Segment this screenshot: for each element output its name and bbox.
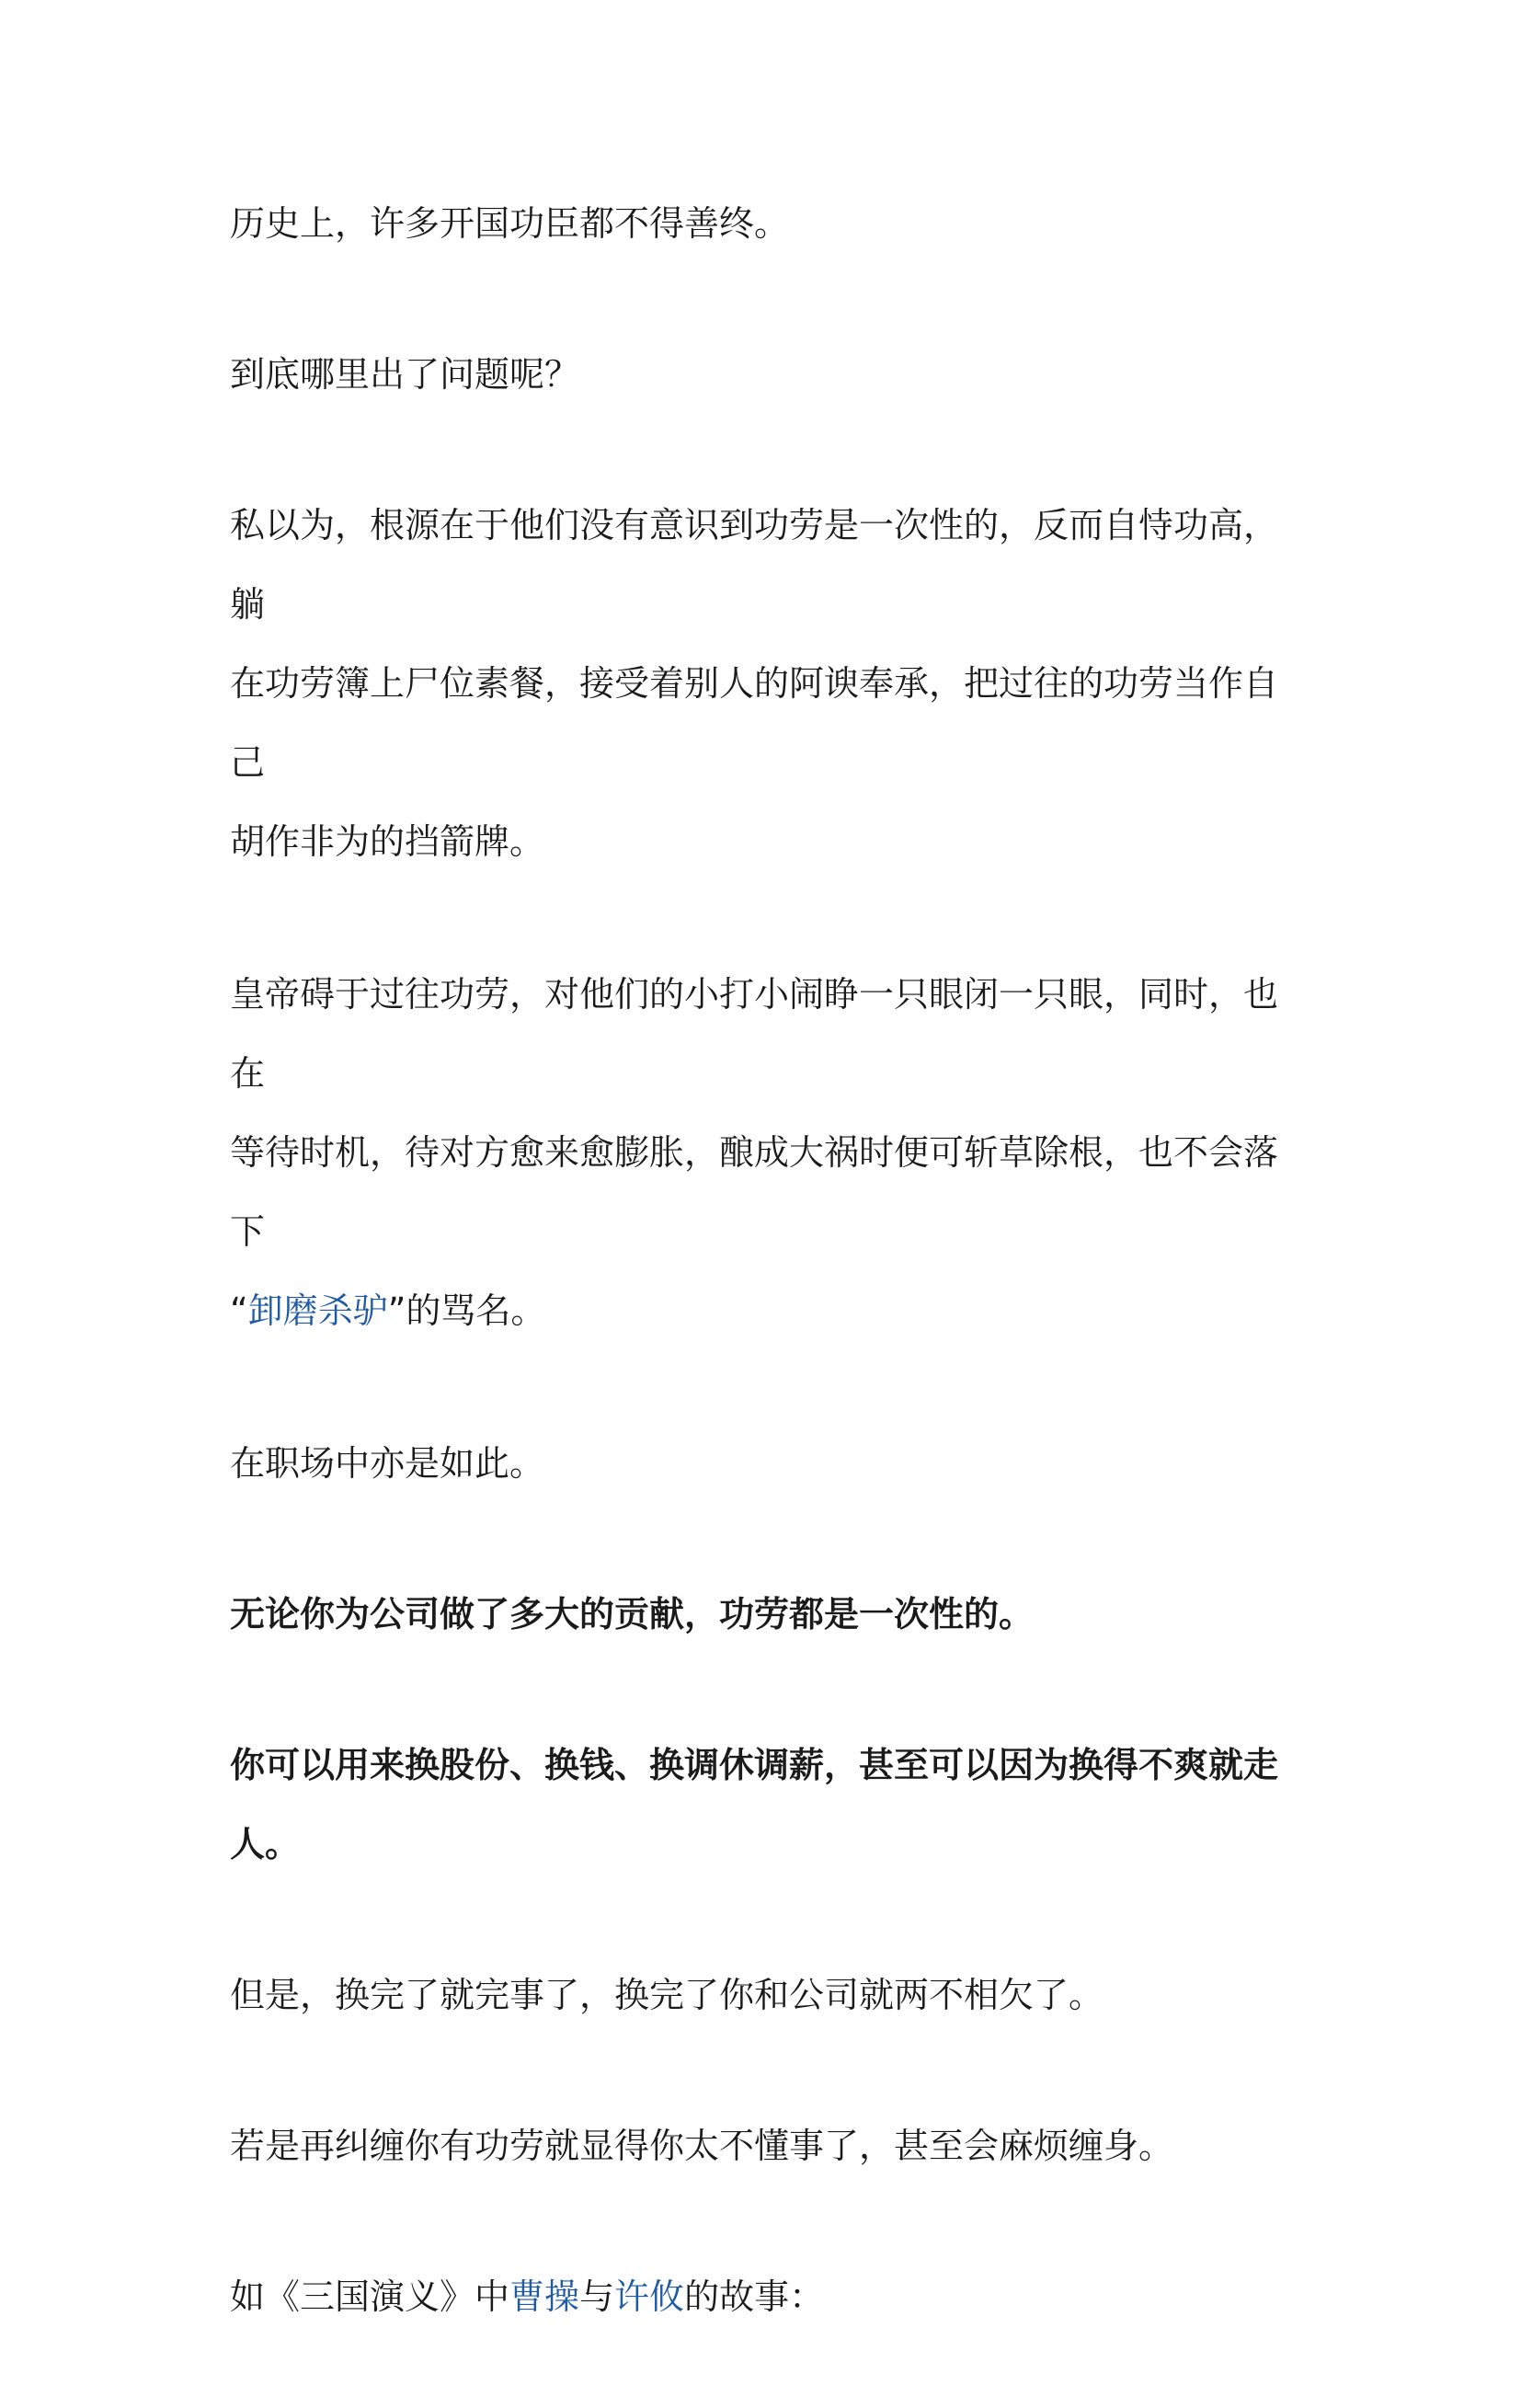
paragraph-7-text: 你可以用来换股份、换钱、换调休调薪，甚至可以因为换得不爽就走人。 — [230, 1745, 1279, 1864]
paragraph-9-text: 若是再纠缠你有功劳就显得你太不懂事了，甚至会麻烦缠身。 — [230, 2126, 1174, 2166]
paragraph-7-bold — [230, 1726, 1306, 1884]
paragraph-1 — [230, 184, 1306, 263]
paragraph-1-text: 历史上，许多开国功臣都不得善终。 — [230, 203, 790, 244]
paragraph-5 — [230, 1424, 1306, 1503]
paragraph-3 — [230, 486, 1306, 881]
paragraph-4 — [230, 955, 1306, 1350]
paragraph-3-line-2: 在功劳簿上尸位素餐，接受着别人的阿谀奉承，把过往的功劳当作自己 — [230, 663, 1279, 783]
paragraph-8-text: 但是，换完了就完事了，换完了你和公司就两不相欠了。 — [230, 1975, 1104, 2015]
paragraph-4-line-3 — [230, 1271, 1306, 1350]
paragraph-6-bold — [230, 1575, 1306, 1654]
link-cao-cao[interactable]: 曹操 — [509, 2276, 580, 2317]
paragraph-9 — [230, 2106, 1306, 2185]
paragraph-8 — [230, 1955, 1306, 2035]
paragraph-10-middle: 与 — [579, 2276, 615, 2317]
paragraph-6-text: 无论你为公司做了多大的贡献，功劳都是一次性的。 — [230, 1594, 1035, 1634]
article-body — [230, 184, 1306, 2408]
paragraph-10-suffix: 的故事： — [684, 2276, 825, 2317]
link-xie-mo-sha-lv[interactable]: 卸磨杀驴 — [247, 1290, 388, 1331]
paragraph-3-line-3: 胡作非为的挡箭牌。 — [230, 821, 545, 862]
paragraph-2 — [230, 335, 1306, 414]
paragraph-10 — [230, 2257, 1306, 2336]
paragraph-10-prefix: 如《三国演义》中 — [230, 2276, 510, 2317]
open-quote: “ — [230, 1290, 248, 1331]
paragraph-4-line-3-rest: 的骂名。 — [406, 1290, 546, 1331]
close-quote: ” — [387, 1290, 406, 1331]
paragraph-4-line-2: 等待时机，待对方愈来愈膨胀，酿成大祸时便可斩草除根，也不会落下 — [230, 1132, 1279, 1252]
link-xu-you[interactable]: 许攸 — [614, 2276, 685, 2317]
paragraph-2-text: 到底哪里出了问题呢？ — [230, 354, 580, 395]
paragraph-5-text: 在职场中亦是如此。 — [230, 1443, 545, 1484]
paragraph-3-line-1: 私以为，根源在于他们没有意识到功劳是一次性的，反而自恃功高，躺 — [230, 505, 1279, 625]
paragraph-4-line-1: 皇帝碍于过往功劳，对他们的小打小闹睁一只眼闭一只眼，同时，也在 — [230, 974, 1279, 1094]
